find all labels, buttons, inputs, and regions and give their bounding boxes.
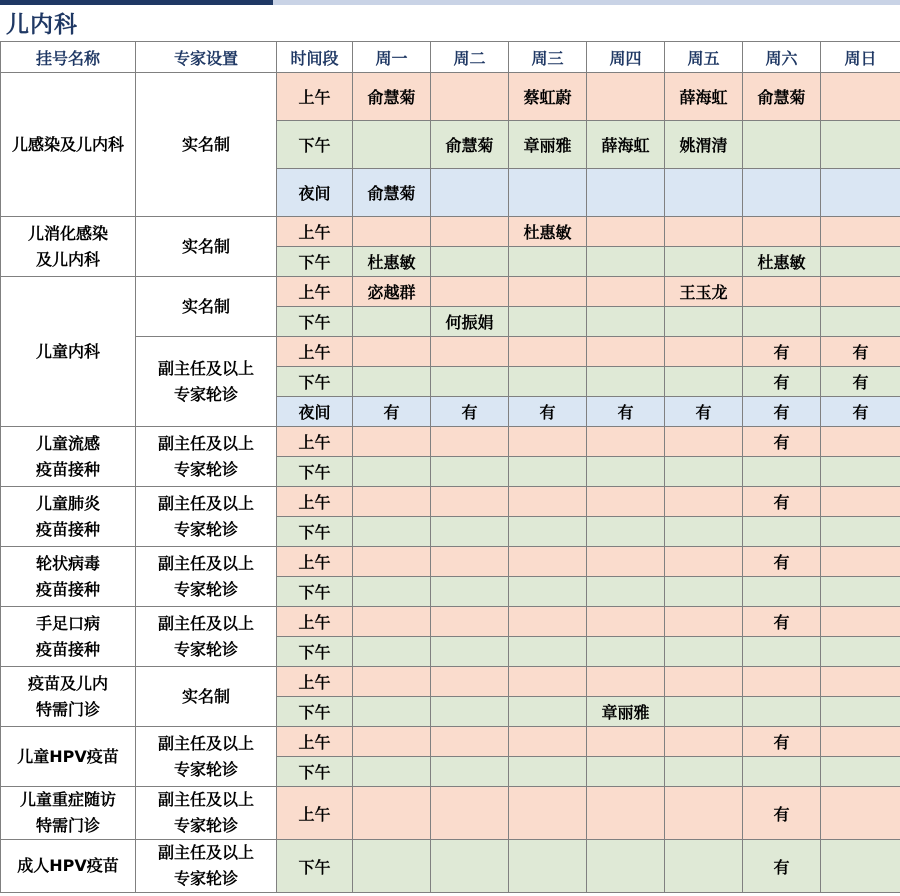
schedule-cell [821, 169, 900, 217]
schedule-cell: 章丽雅 [509, 121, 587, 169]
schedule-cell [821, 247, 900, 277]
expert-setting: 副主任及以上 专家轮诊 [136, 607, 277, 667]
schedule-cell [743, 307, 821, 337]
schedule-cell [821, 840, 900, 893]
time-period: 夜间 [277, 169, 353, 217]
header-cell: 挂号名称 [1, 42, 136, 73]
schedule-cell [431, 457, 509, 487]
header-cell: 周二 [431, 42, 509, 73]
schedule-cell [587, 337, 665, 367]
schedule-cell [587, 217, 665, 247]
table-row [1, 547, 900, 577]
schedule-cell [665, 487, 743, 517]
schedule-cell [509, 307, 587, 337]
schedule-cell [587, 607, 665, 637]
schedule-cell: 有 [743, 840, 821, 893]
schedule-cell [743, 667, 821, 697]
header-cell: 时间段 [277, 42, 353, 73]
table-row [1, 667, 900, 697]
schedule-cell [431, 169, 509, 217]
schedule-cell: 有 [665, 397, 743, 427]
time-period: 下午 [277, 577, 353, 607]
schedule-cell: 有 [587, 397, 665, 427]
schedule-cell: 有 [821, 397, 900, 427]
header-cell: 周四 [587, 42, 665, 73]
time-period: 上午 [277, 217, 353, 247]
schedule-cell [509, 607, 587, 637]
schedule-cell [431, 697, 509, 727]
time-period: 下午 [277, 457, 353, 487]
time-period: 上午 [277, 547, 353, 577]
schedule-cell: 有 [743, 427, 821, 457]
schedule-cell [587, 487, 665, 517]
schedule-cell [509, 487, 587, 517]
expert-setting: 实名制 [136, 217, 277, 277]
schedule-cell [587, 457, 665, 487]
time-period: 上午 [277, 487, 353, 517]
schedule-cell [665, 840, 743, 893]
schedule-cell [587, 73, 665, 121]
schedule-cell [743, 517, 821, 547]
schedule-cell [587, 577, 665, 607]
schedule-cell [665, 457, 743, 487]
schedule-cell [431, 607, 509, 637]
registration-name: 儿消化感染 及儿内科 [1, 217, 136, 277]
schedule-cell [509, 169, 587, 217]
header-cell: 周三 [509, 42, 587, 73]
schedule-cell: 有 [743, 367, 821, 397]
schedule-cell [353, 487, 431, 517]
schedule-cell [431, 367, 509, 397]
table-row [1, 607, 900, 637]
schedule-cell [821, 487, 900, 517]
expert-setting: 副主任及以上 专家轮诊 [136, 547, 277, 607]
schedule-cell: 有 [821, 337, 900, 367]
schedule-cell: 有 [743, 337, 821, 367]
schedule-cell [743, 169, 821, 217]
header-cell: 周五 [665, 42, 743, 73]
header-row [1, 42, 900, 73]
table-row [1, 337, 900, 367]
expert-setting: 副主任及以上 专家轮诊 [136, 787, 277, 840]
schedule-cell [509, 577, 587, 607]
schedule-cell [821, 607, 900, 637]
schedule-cell [665, 367, 743, 397]
schedule-cell [353, 577, 431, 607]
schedule-cell: 有 [353, 397, 431, 427]
schedule-cell [665, 577, 743, 607]
expert-setting: 副主任及以上 专家轮诊 [136, 840, 277, 893]
header-cell: 周日 [821, 42, 900, 73]
schedule-cell [353, 637, 431, 667]
time-period: 下午 [277, 121, 353, 169]
schedule-cell [587, 757, 665, 787]
schedule-cell [509, 277, 587, 307]
schedule-cell [353, 757, 431, 787]
schedule-cell [353, 547, 431, 577]
time-period: 下午 [277, 307, 353, 337]
schedule-cell [665, 517, 743, 547]
schedule-cell: 俞慧菊 [431, 121, 509, 169]
schedule-cell [587, 427, 665, 457]
time-period: 上午 [277, 427, 353, 457]
table-row [1, 787, 900, 840]
schedule-cell [665, 169, 743, 217]
schedule-cell [353, 337, 431, 367]
schedule-cell [509, 637, 587, 667]
schedule-cell [509, 727, 587, 757]
schedule-cell [821, 547, 900, 577]
schedule-cell [587, 277, 665, 307]
schedule-cell: 有 [821, 367, 900, 397]
schedule-cell [509, 697, 587, 727]
registration-name: 儿童流感 疫苗接种 [1, 427, 136, 487]
schedule-cell [665, 757, 743, 787]
registration-name: 儿童HPV疫苗 [1, 727, 136, 787]
schedule-cell [743, 217, 821, 247]
schedule-cell [353, 517, 431, 547]
schedule-cell [821, 667, 900, 697]
time-period: 上午 [277, 727, 353, 757]
schedule-cell [821, 121, 900, 169]
schedule-cell [353, 217, 431, 247]
schedule-cell: 有 [509, 397, 587, 427]
schedule-cell [743, 757, 821, 787]
schedule-cell [431, 547, 509, 577]
schedule-cell [509, 547, 587, 577]
schedule-cell: 杜惠敏 [353, 247, 431, 277]
schedule-cell [431, 757, 509, 787]
schedule-cell [509, 247, 587, 277]
table-row [1, 727, 900, 757]
schedule-cell [509, 427, 587, 457]
schedule-cell [821, 637, 900, 667]
schedule-cell: 章丽雅 [587, 697, 665, 727]
schedule-cell [353, 367, 431, 397]
schedule-cell: 杜惠敏 [509, 217, 587, 247]
schedule-cell [509, 840, 587, 893]
registration-name: 儿童内科 [1, 277, 136, 427]
schedule-cell [431, 427, 509, 457]
schedule-cell [431, 667, 509, 697]
schedule-cell [821, 517, 900, 547]
schedule-cell: 薛海虹 [587, 121, 665, 169]
schedule-cell [821, 277, 900, 307]
schedule-cell [587, 787, 665, 840]
schedule-cell [821, 307, 900, 337]
schedule-cell [353, 427, 431, 457]
schedule-cell: 有 [743, 607, 821, 637]
schedule-cell [665, 727, 743, 757]
schedule-cell [743, 697, 821, 727]
table-row [1, 217, 900, 247]
time-period: 下午 [277, 367, 353, 397]
schedule-cell [665, 427, 743, 457]
schedule-cell [743, 121, 821, 169]
schedule-cell: 有 [743, 547, 821, 577]
schedule-cell: 有 [743, 397, 821, 427]
time-period: 下午 [277, 637, 353, 667]
time-period: 下午 [277, 517, 353, 547]
time-period: 上午 [277, 787, 353, 840]
schedule-cell: 王玉龙 [665, 277, 743, 307]
page-title: 儿内科 [6, 12, 78, 38]
schedule-cell [509, 367, 587, 397]
schedule-cell [743, 277, 821, 307]
schedule-cell [587, 169, 665, 217]
schedule-cell: 俞慧菊 [353, 73, 431, 121]
schedule-cell: 薛海虹 [665, 73, 743, 121]
schedule-cell [821, 787, 900, 840]
schedule-cell: 俞慧菊 [743, 73, 821, 121]
registration-name: 成人HPV疫苗 [1, 840, 136, 893]
schedule-cell [665, 217, 743, 247]
schedule-cell [509, 787, 587, 840]
schedule-cell [665, 637, 743, 667]
schedule-cell [353, 727, 431, 757]
schedule-cell [587, 637, 665, 667]
header-cell: 专家设置 [136, 42, 277, 73]
header-cell: 周一 [353, 42, 431, 73]
schedule-cell [509, 457, 587, 487]
schedule-cell [821, 73, 900, 121]
schedule-cell [431, 337, 509, 367]
schedule-cell [353, 121, 431, 169]
schedule-cell [665, 697, 743, 727]
schedule-cell [431, 517, 509, 547]
schedule-cell [353, 307, 431, 337]
time-period: 上午 [277, 73, 353, 121]
schedule-cell [821, 727, 900, 757]
schedule-cell [587, 727, 665, 757]
expert-setting: 副主任及以上 专家轮诊 [136, 337, 277, 427]
title-bar-light [273, 0, 900, 5]
schedule-cell [821, 757, 900, 787]
time-period: 上午 [277, 337, 353, 367]
schedule-cell [509, 337, 587, 367]
schedule-cell [509, 517, 587, 547]
schedule-cell [509, 757, 587, 787]
schedule-cell: 姚渭清 [665, 121, 743, 169]
expert-setting: 副主任及以上 专家轮诊 [136, 727, 277, 787]
schedule-cell [431, 577, 509, 607]
schedule-cell [587, 517, 665, 547]
schedule-cell [665, 337, 743, 367]
schedule-cell [665, 247, 743, 277]
schedule-cell: 有 [743, 787, 821, 840]
registration-name: 轮状病毒 疫苗接种 [1, 547, 136, 607]
schedule-cell [743, 577, 821, 607]
table-row [1, 427, 900, 457]
expert-setting: 实名制 [136, 73, 277, 217]
schedule-cell [431, 487, 509, 517]
schedule-cell [665, 667, 743, 697]
time-period: 上午 [277, 607, 353, 637]
time-period: 下午 [277, 757, 353, 787]
schedule-cell: 杜惠敏 [743, 247, 821, 277]
expert-setting: 实名制 [136, 277, 277, 337]
expert-setting: 实名制 [136, 667, 277, 727]
schedule-cell [821, 427, 900, 457]
schedule-cell [431, 637, 509, 667]
schedule-cell: 蔡虹蔚 [509, 73, 587, 121]
registration-name: 手足口病 疫苗接种 [1, 607, 136, 667]
schedule-cell [665, 547, 743, 577]
table-row [1, 73, 900, 121]
header-cell: 周六 [743, 42, 821, 73]
schedule-cell [353, 457, 431, 487]
schedule-cell [665, 787, 743, 840]
schedule-cell [431, 247, 509, 277]
title-bar-dark [0, 0, 273, 5]
schedule-cell: 有 [431, 397, 509, 427]
schedule-cell [353, 697, 431, 727]
schedule-cell [431, 727, 509, 757]
schedule-cell [587, 247, 665, 277]
schedule-cell [353, 787, 431, 840]
time-period: 下午 [277, 247, 353, 277]
schedule-cell [743, 637, 821, 667]
schedule-cell [431, 787, 509, 840]
table-row [1, 487, 900, 517]
schedule-cell [821, 697, 900, 727]
expert-setting: 副主任及以上 专家轮诊 [136, 487, 277, 547]
schedule-cell: 有 [743, 487, 821, 517]
schedule-cell [353, 840, 431, 893]
schedule-table [0, 41, 900, 893]
schedule-cell [587, 840, 665, 893]
schedule-cell [665, 307, 743, 337]
schedule-cell [587, 547, 665, 577]
table-row [1, 840, 900, 893]
registration-name: 疫苗及儿内 特需门诊 [1, 667, 136, 727]
schedule-cell [821, 457, 900, 487]
schedule-cell: 俞慧菊 [353, 169, 431, 217]
time-period: 下午 [277, 697, 353, 727]
time-period: 上午 [277, 667, 353, 697]
schedule-cell [353, 607, 431, 637]
time-period: 上午 [277, 277, 353, 307]
schedule-cell [587, 667, 665, 697]
schedule-cell [431, 840, 509, 893]
time-period: 夜间 [277, 397, 353, 427]
table-row [1, 277, 900, 307]
schedule-cell: 有 [743, 727, 821, 757]
expert-setting: 副主任及以上 专家轮诊 [136, 427, 277, 487]
schedule-cell [431, 217, 509, 247]
registration-name: 儿童重症随访 特需门诊 [1, 787, 136, 840]
registration-name: 儿童肺炎 疫苗接种 [1, 487, 136, 547]
schedule-cell [587, 307, 665, 337]
schedule-cell [431, 73, 509, 121]
schedule-cell [431, 277, 509, 307]
registration-name: 儿感染及儿内科 [1, 73, 136, 217]
schedule-cell [665, 607, 743, 637]
schedule-cell [509, 667, 587, 697]
schedule-cell [743, 457, 821, 487]
schedule-cell [821, 577, 900, 607]
time-period: 下午 [277, 840, 353, 893]
schedule-cell: 宓越群 [353, 277, 431, 307]
schedule-cell [353, 667, 431, 697]
schedule-cell [587, 367, 665, 397]
schedule-cell: 何振娟 [431, 307, 509, 337]
schedule-cell [821, 217, 900, 247]
